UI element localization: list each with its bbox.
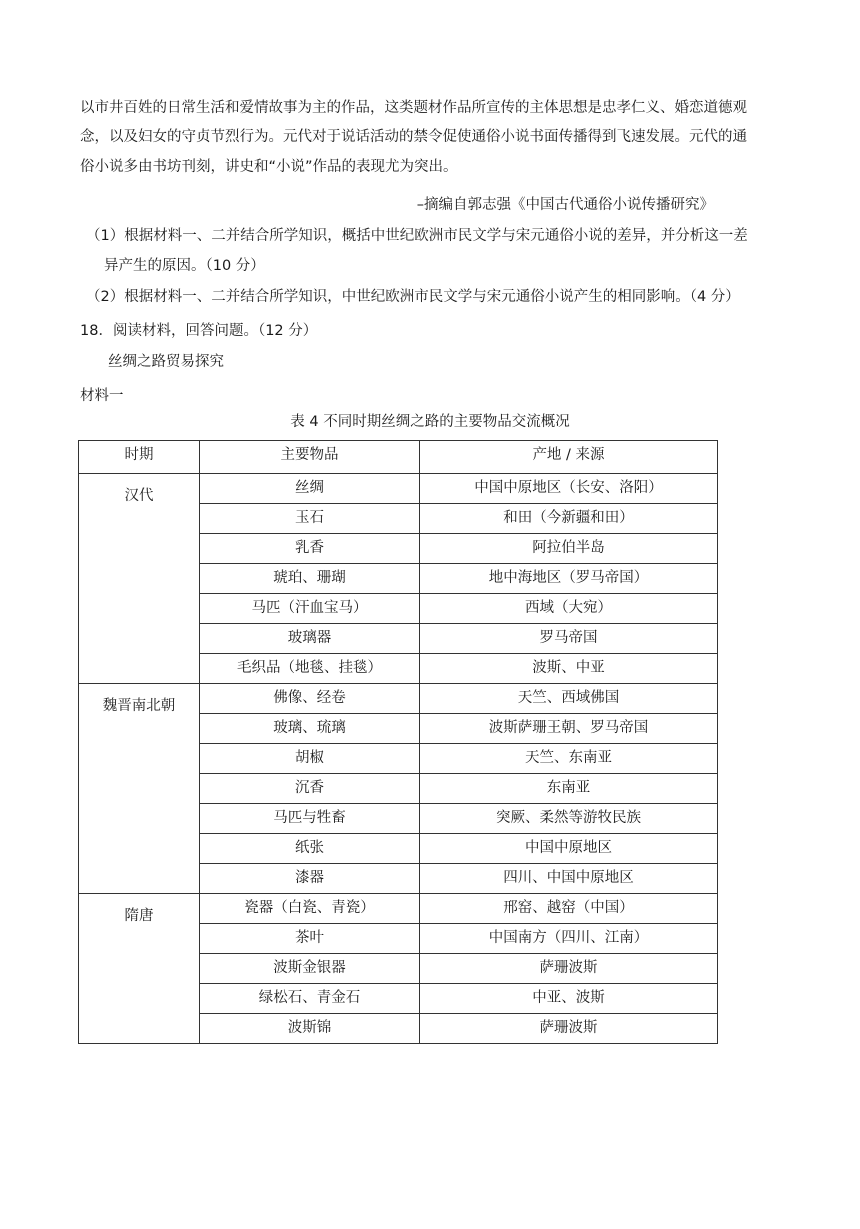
header-goods: 主要物品 (200, 441, 420, 474)
goods-cell: 马匹与牲畜 (200, 804, 420, 834)
goods-cell: 茶叶 (200, 924, 420, 954)
goods-cell: 波斯锦 (200, 1014, 420, 1044)
question17-part2: （2）根据材料一、二并结合所学知识，中世纪欧洲市民文学与宋元通俗小说产生的相同影响。（4 分） (86, 289, 740, 305)
origin-cell: 天竺、东南亚 (420, 744, 718, 774)
period-cell: 汉代 (79, 474, 200, 684)
origin-cell: 中国南方（四川、江南） (420, 924, 718, 954)
origin-cell: 萨珊波斯 (420, 1014, 718, 1044)
goods-cell: 乳香 (200, 534, 420, 564)
goods-cell: 绿松石、青金石 (200, 984, 420, 1014)
table-caption: 表 4 不同时期丝绸之路的主要物品交流概况 (290, 414, 570, 430)
goods-cell: 玉石 (200, 504, 420, 534)
table-row (79, 684, 718, 714)
question18-topic: 丝绸之路贸易探究 (108, 354, 224, 370)
goods-cell: 毛织品（地毯、挂毯） (200, 654, 420, 684)
origin-cell: 波斯、中亚 (420, 654, 718, 684)
goods-cell: 瓷器（白瓷、青瓷） (200, 894, 420, 924)
goods-cell: 纸张 (200, 834, 420, 864)
table-row (79, 894, 718, 924)
origin-cell: 中亚、波斯 (420, 984, 718, 1014)
question17-part1-line1: （1）根据材料一、二并结合所学知识，概括中世纪欧洲市民文学与宋元通俗小说的差异，并分析这一差 (86, 228, 748, 244)
question17-part1-line2: 异产生的原因。（10 分） (104, 258, 265, 274)
origin-cell: 东南亚 (420, 774, 718, 804)
origin-cell: 萨珊波斯 (420, 954, 718, 984)
origin-cell: 天竺、西域佛国 (420, 684, 718, 714)
origin-cell: 邢窑、越窑（中国） (420, 894, 718, 924)
origin-cell: 中国中原地区 (420, 834, 718, 864)
period-cell: 隋唐 (79, 894, 200, 1044)
silk-road-goods-table (78, 440, 718, 1044)
material2-line-1: 以市井百姓的日常生活和爱情故事为主的作品，这类题材作品所宣传的主体思想是忠孝仁义、婚恋道德观 (80, 100, 747, 116)
goods-cell: 玻璃器 (200, 624, 420, 654)
origin-cell: 西域（大宛） (420, 594, 718, 624)
material1-label: 材料一 (80, 388, 124, 404)
header-origin: 产地 / 来源 (420, 441, 718, 474)
table-header-row (79, 441, 718, 474)
goods-cell: 沉香 (200, 774, 420, 804)
origin-cell: 和田（今新疆和田） (420, 504, 718, 534)
goods-cell: 玻璃、琉璃 (200, 714, 420, 744)
goods-cell: 波斯金银器 (200, 954, 420, 984)
goods-cell: 漆器 (200, 864, 420, 894)
origin-cell: 阿拉伯半岛 (420, 534, 718, 564)
goods-cell: 马匹（汗血宝马） (200, 594, 420, 624)
goods-cell: 丝绸 (200, 474, 420, 504)
header-period: 时期 (79, 441, 200, 474)
question18-heading: 18．阅读材料，回答问题。（12 分） (80, 323, 318, 339)
origin-cell: 波斯萨珊王朝、罗马帝国 (420, 714, 718, 744)
material2-line-3: 俗小说多由书坊刊刻，讲史和“小说”作品的表现尤为突出。 (80, 159, 458, 175)
origin-cell: 突厥、柔然等游牧民族 (420, 804, 718, 834)
material2-line-2: 念，以及妇女的守贞节烈行为。元代对于说话活动的禁令促使通俗小说书面传播得到飞速发展。元代的通 (80, 129, 747, 145)
goods-cell: 胡椒 (200, 744, 420, 774)
origin-cell: 四川、中国中原地区 (420, 864, 718, 894)
material2-source: –摘编自郭志强《中国古代通俗小说传播研究》 (416, 197, 714, 213)
origin-cell: 中国中原地区（长安、洛阳） (420, 474, 718, 504)
period-cell: 魏晋南北朝 (79, 684, 200, 894)
goods-cell: 琥珀、珊瑚 (200, 564, 420, 594)
origin-cell: 地中海地区（罗马帝国） (420, 564, 718, 594)
origin-cell: 罗马帝国 (420, 624, 718, 654)
goods-cell: 佛像、经卷 (200, 684, 420, 714)
table-row (79, 474, 718, 504)
